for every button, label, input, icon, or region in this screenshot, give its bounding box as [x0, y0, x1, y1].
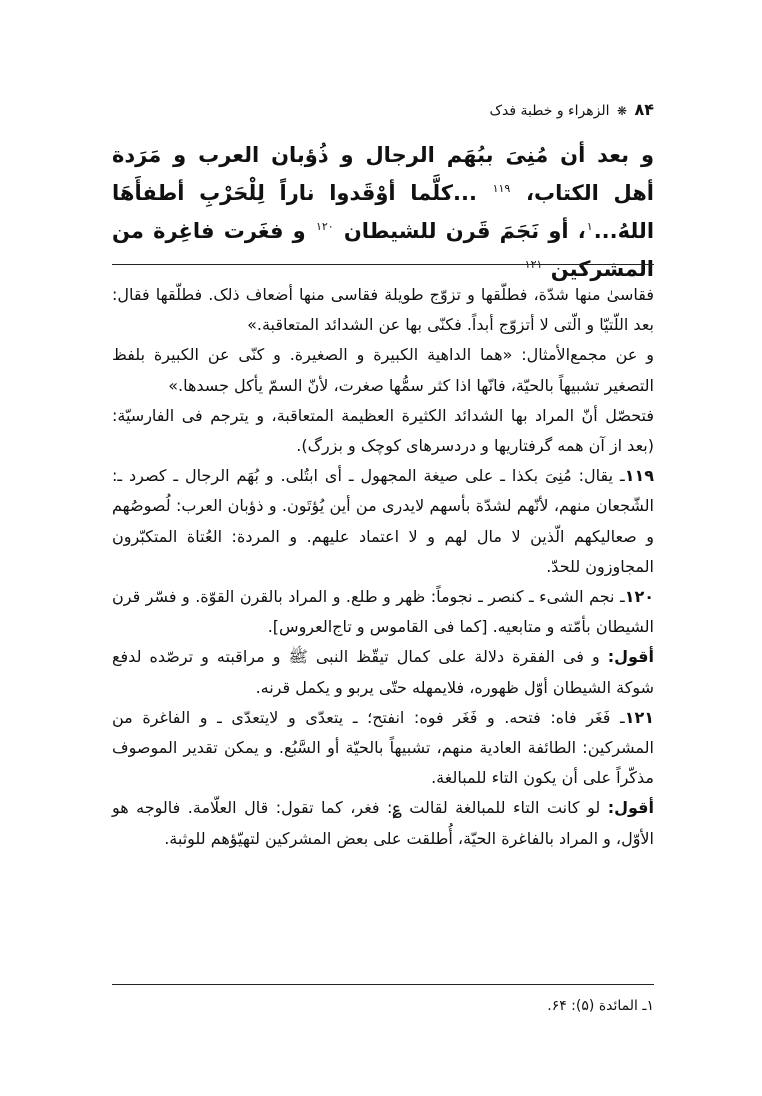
note-paragraph: فتحصّل أنّ المراد بها الشدائد الكثيرة العظيمة المتعاقبة، و يترجم فى الفارسيّة: (بعد از آن همه گرفتاريها و دردسرهای كوچک و بزرگ). — [112, 405, 654, 456]
commentary-notes — [112, 280, 654, 854]
running-header — [112, 100, 654, 121]
note-121 — [112, 703, 654, 794]
sermon-segment: ، أو نَجَمَ قَرن للشيطان — [343, 219, 586, 243]
comment-body: لو كانت التاء للمبالغة لقالت ؏: فغر، كما تقول: قال العلّامة. فالوجه هو الأوّل، و المراد بالفاغرة الحيّة، أُطلقت على بعض المشركين لتهيّؤهم للوثبة. — [112, 798, 654, 848]
divider-top — [112, 264, 654, 265]
comment-label: أقول: — [607, 798, 654, 818]
note-120 — [112, 582, 654, 642]
comment-paragraph — [112, 642, 654, 702]
sermon-segment: و بعد أن مُنِىَ ببُهَم الرجال و ذُؤبان العرب و مَرَدة أهل الكتاب، — [112, 143, 655, 205]
comment-paragraph — [112, 793, 654, 853]
note-paragraph: و عن مجمع‌الأمثال: «هما الداهية الكبيرة و الصغيرة. و كنّى عن الكبيرة بلفظ التصغير تشبيهاً بالحيّة، فانّها اذا كثر سمُّها صغرت، لأنّ السمّ يأكل جسدها.» — [112, 345, 654, 395]
book-page — [112, 0, 654, 1096]
note-number: ۱۲۱ — [624, 707, 654, 727]
comment-label: أقول: — [607, 647, 654, 667]
note-119 — [112, 461, 654, 582]
sermon-segment: و فغَرت فاغِرة من المشركين — [112, 219, 654, 281]
divider-bottom — [112, 984, 654, 985]
header-separator: ❋ — [616, 104, 628, 118]
note-body: ـ فَغَر فاه: فتحه. و فَغَر فوه: انفتح؛ ـ يتعدّى و لايتعدّى ـ و الفاغرة من المشركين: الطائفة العادية منهم، تشبيهاً بالحيّة أو السَّبُع. و يمكن تقدير الموصوف مذكّراً على أن يكون التاء للمبالغة. — [112, 707, 654, 788]
book-title: الزهراء و خطبة فدک — [489, 103, 610, 119]
note-body: ـ نجم الشىء ـ كنصر ـ نجوماً: ظهر و طلع. و المراد بالقرن القوّة. و فسّر قرن الشيطان بأمّته و متابعيه. [كما فى القاموس و تاج‌العروس]. — [112, 587, 654, 637]
note-ref-121: ۱۲۱ — [524, 258, 543, 271]
note-number: ۱۲۰ — [624, 587, 654, 607]
note-number: ۱۱۹ — [624, 466, 654, 486]
note-ref-119: ۱۱۹ — [492, 182, 511, 195]
page-number: ۸۴ — [634, 100, 654, 119]
footnote: ۱ـ المائدة (۵): ۶۴. — [547, 998, 654, 1014]
note-paragraph: فقاسىٰ منها شدّة، فطلّقها و تزوّج طويلة فقاسى منها أضعاف ذلک. فطلّقها فقال: بعد اللّتيّا و الّتى لا أتزوّج أبداً. فكنّى بها عن الشدائد المتعاقبة.» — [112, 285, 654, 335]
quran-quote: ...كلَّما أوْقَدوا ناراً لِلْحَرْبِ أطفأَهَا اللهُ... — [112, 181, 655, 243]
note-ref-120: ۱۲۰ — [315, 220, 334, 233]
sermon-text — [112, 136, 654, 288]
footnote-ref-1: ۱ — [586, 220, 593, 233]
comment-body: و فى الفقرة دلالة على كمال تيقّظ النبى ﷺ و مراقبته و ترصّده لدفع شوكة الشيطان أوّل ظهوره، فلايمهله حتّى يربو و يكمل قرنه. — [112, 647, 654, 697]
note-body: ـ يقال: مُنِىَ بكذا ـ على صيغة المجهول ـ أى ابتُلى. و بُهَم الرجال ـ كصرد ـ: الشّجعان منهم، لأنّهم لشدّة بأسهم لايدرى من أين يُؤتَون. و ذؤبان العرب: لُصوصُهم و صعاليكهم الّذين لا مال لهم و لا اعتماد عليهم. و المردة: العُتاة المتكبّرون المجاوزون للحدّ. — [112, 466, 654, 576]
